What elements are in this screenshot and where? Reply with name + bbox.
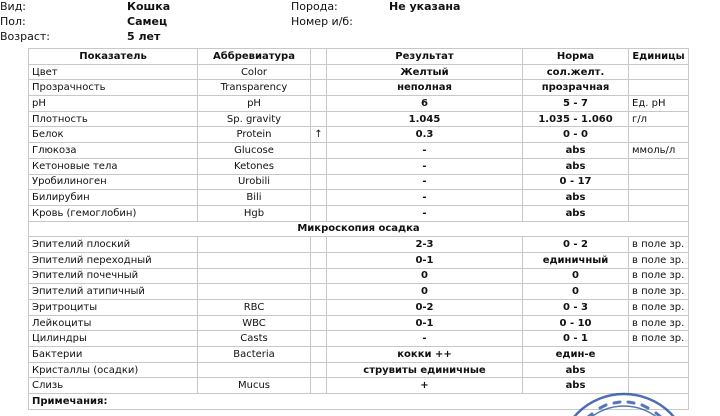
cell-norm: abs: [523, 362, 629, 378]
cell-parameter: Кровь (гемоглобин): [29, 205, 198, 221]
cell-parameter: Эпителий переходный: [29, 252, 198, 268]
cell-flag: [311, 300, 327, 316]
cell-units: Ед. pH: [629, 96, 689, 112]
cell-norm: единичный: [523, 252, 629, 268]
cell-flag: ↑: [311, 127, 327, 143]
cell-parameter: Цилиндры: [29, 331, 198, 347]
cell-result: 2-3: [327, 237, 523, 253]
cell-norm: прозрачная: [523, 80, 629, 96]
cell-parameter: pH: [29, 96, 198, 112]
cell-abbreviation: Casts: [198, 331, 311, 347]
table-row: [29, 237, 689, 253]
notes-label: Примечания:: [29, 394, 689, 410]
cell-units: [629, 127, 689, 143]
section-row: [29, 221, 689, 237]
cell-norm: 0 - 17: [523, 174, 629, 190]
cell-result: -: [327, 158, 523, 174]
cell-result: неполная: [327, 80, 523, 96]
breed-label: Порода:: [291, 0, 338, 13]
cell-result: -: [327, 174, 523, 190]
table-row: [29, 252, 689, 268]
cell-units: в поле зр.: [629, 237, 689, 253]
cell-flag: [311, 111, 327, 127]
cell-units: [629, 205, 689, 221]
cell-units: в поле зр.: [629, 300, 689, 316]
cell-abbreviation: Color: [198, 64, 311, 80]
cell-norm: сол.желт.: [523, 64, 629, 80]
sex-label: Пол:: [0, 15, 26, 28]
cell-result: кокки ++: [327, 347, 523, 363]
cell-abbreviation: Bili: [198, 190, 311, 206]
cell-flag: [311, 143, 327, 159]
cell-units: в поле зр.: [629, 284, 689, 300]
cell-abbreviation: [198, 268, 311, 284]
cell-units: г/л: [629, 111, 689, 127]
cell-flag: [311, 80, 327, 96]
cell-abbreviation: Glucose: [198, 143, 311, 159]
cell-flag: [311, 237, 327, 253]
cell-norm: 5 - 7: [523, 96, 629, 112]
sex-value: Самец: [127, 15, 168, 28]
table-row: [29, 96, 689, 112]
cell-units: [629, 347, 689, 363]
cell-norm: 0 - 10: [523, 315, 629, 331]
cell-parameter: Прозрачность: [29, 80, 198, 96]
cell-flag: [311, 378, 327, 394]
species-label: Вид:: [0, 0, 27, 13]
cell-parameter: Бактерии: [29, 347, 198, 363]
cell-units: [629, 174, 689, 190]
table-header-row: [29, 49, 689, 65]
cell-result: 0.3: [327, 127, 523, 143]
table-row: [29, 331, 689, 347]
age-value: 5 лет: [127, 30, 161, 43]
cell-flag: [311, 331, 327, 347]
cell-parameter: Эпителий почечный: [29, 268, 198, 284]
cell-result: 0: [327, 284, 523, 300]
cell-norm: abs: [523, 143, 629, 159]
cell-abbreviation: Protein: [198, 127, 311, 143]
cell-parameter: Уробилиноген: [29, 174, 198, 190]
age-label: Возраст:: [0, 30, 51, 43]
cell-abbreviation: pH: [198, 96, 311, 112]
cell-units: в поле зр.: [629, 252, 689, 268]
cell-result: струвиты единичные: [327, 362, 523, 378]
cell-flag: [311, 205, 327, 221]
cell-norm: 0 - 0: [523, 127, 629, 143]
cell-flag: [311, 96, 327, 112]
table-row: [29, 80, 689, 96]
cell-abbreviation: [198, 362, 311, 378]
cell-norm: 1.035 - 1.060: [523, 111, 629, 127]
cell-parameter: Билирубин: [29, 190, 198, 206]
cell-abbreviation: [198, 252, 311, 268]
cell-units: ммоль/л: [629, 143, 689, 159]
table-row: [29, 362, 689, 378]
cell-norm: 0 - 1: [523, 331, 629, 347]
column-header-units: Единицы: [629, 49, 689, 65]
cell-result: 1.045: [327, 111, 523, 127]
cell-units: в поле зр.: [629, 268, 689, 284]
cell-units: в поле зр.: [629, 315, 689, 331]
cell-result: 6: [327, 96, 523, 112]
cell-parameter: Кристаллы (осадки): [29, 362, 198, 378]
cell-flag: [311, 284, 327, 300]
cell-flag: [311, 190, 327, 206]
lab-stamp-image: [544, 380, 704, 416]
cell-flag: [311, 174, 327, 190]
cell-norm: 0 - 3: [523, 300, 629, 316]
table-row: [29, 111, 689, 127]
cell-abbreviation: Ketones: [198, 158, 311, 174]
table-row: [29, 158, 689, 174]
chemistry-rows: [29, 64, 689, 221]
urinalysis-table: [28, 48, 689, 410]
cell-parameter: Лейкоциты: [29, 315, 198, 331]
table-row: [29, 284, 689, 300]
cell-result: 0: [327, 268, 523, 284]
table-row: [29, 300, 689, 316]
case-number-label: Номер и/б:: [291, 15, 353, 28]
cell-flag: [311, 268, 327, 284]
cell-result: -: [327, 143, 523, 159]
column-header-norm: Норма: [523, 49, 629, 65]
cell-parameter: Глюкоза: [29, 143, 198, 159]
cell-norm: 0: [523, 268, 629, 284]
cell-result: -: [327, 190, 523, 206]
table-row: [29, 174, 689, 190]
cell-result: +: [327, 378, 523, 394]
cell-result: 0-2: [327, 300, 523, 316]
cell-parameter: Эритроциты: [29, 300, 198, 316]
cell-abbreviation: Hgb: [198, 205, 311, 221]
cell-flag: [311, 64, 327, 80]
cell-abbreviation: Bacteria: [198, 347, 311, 363]
column-header-parameter: Показатель: [29, 49, 198, 65]
cell-units: [629, 158, 689, 174]
breed-value: Не указана: [389, 0, 461, 13]
table-row: [29, 190, 689, 206]
table-row: [29, 268, 689, 284]
microscopy-rows: [29, 237, 689, 394]
cell-flag: [311, 347, 327, 363]
cell-units: [629, 190, 689, 206]
cell-result: 0-1: [327, 252, 523, 268]
table-row: [29, 143, 689, 159]
cell-norm: 0: [523, 284, 629, 300]
cell-norm: един-е: [523, 347, 629, 363]
cell-flag: [311, 315, 327, 331]
cell-result: -: [327, 331, 523, 347]
section-microscopy: [29, 221, 689, 237]
cell-abbreviation: Transparency: [198, 80, 311, 96]
cell-abbreviation: [198, 284, 311, 300]
cell-flag: [311, 362, 327, 378]
cell-abbreviation: Mucus: [198, 378, 311, 394]
table-row: [29, 315, 689, 331]
table-row: [29, 64, 689, 80]
cell-norm: abs: [523, 190, 629, 206]
cell-parameter: Эпителий плоский: [29, 237, 198, 253]
cell-parameter: Эпителий атипичный: [29, 284, 198, 300]
cell-units: [629, 64, 689, 80]
cell-abbreviation: WBC: [198, 315, 311, 331]
cell-abbreviation: [198, 237, 311, 253]
column-header-flag: [311, 49, 327, 65]
cell-result: 0-1: [327, 315, 523, 331]
column-header-result: Результат: [327, 49, 523, 65]
cell-abbreviation: Urobili: [198, 174, 311, 190]
table-row: [29, 347, 689, 363]
table-row: [29, 205, 689, 221]
cell-parameter: Цвет: [29, 64, 198, 80]
cell-abbreviation: Sp. gravity: [198, 111, 311, 127]
cell-norm: abs: [523, 205, 629, 221]
species-value: Кошка: [127, 0, 171, 13]
cell-parameter: Плотность: [29, 111, 198, 127]
cell-parameter: Белок: [29, 127, 198, 143]
section-title: Микроскопия осадка: [29, 221, 689, 237]
cell-parameter: Кетоновые тела: [29, 158, 198, 174]
cell-abbreviation: RBC: [198, 300, 311, 316]
cell-result: Желтый: [327, 64, 523, 80]
cell-norm: abs: [523, 158, 629, 174]
cell-units: [629, 80, 689, 96]
cell-units: [629, 362, 689, 378]
column-header-abbreviation: Аббревиатура: [198, 49, 311, 65]
table-row: [29, 127, 689, 143]
cell-units: в поле зр.: [629, 331, 689, 347]
cell-norm: abs: [523, 378, 629, 394]
cell-flag: [311, 252, 327, 268]
cell-norm: 0 - 2: [523, 237, 629, 253]
cell-flag: [311, 158, 327, 174]
cell-parameter: Слизь: [29, 378, 198, 394]
cell-result: -: [327, 205, 523, 221]
